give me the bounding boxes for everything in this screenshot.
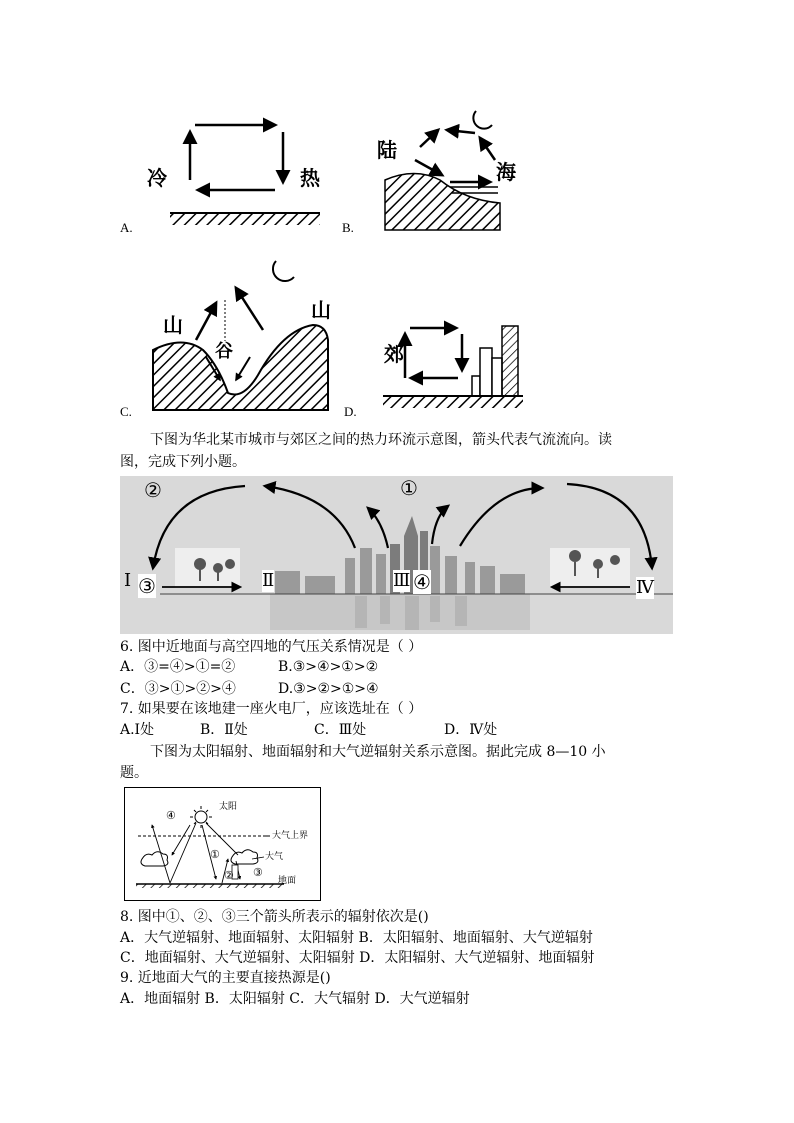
rad-label-atmosphere: 大气 [265,852,284,862]
label-mountain-right: 山 [311,298,331,322]
q6-option-d: D.③>②>①>④ [278,681,379,697]
q7-stem: 7. 如果要在该地建一座火电厂，应该选址在（ ） [120,701,423,717]
option-a-label: A. [120,220,133,235]
q7-option-d: D．Ⅳ处 [444,722,498,738]
q9-options: A．地面辐射 B．太阳辐射 C．大气辐射 D．大气逆辐射 [120,991,470,1007]
city-marker-4: ④ [413,570,431,594]
label-hot: 热 [300,166,320,190]
city-marker-3: ③ [138,574,156,598]
label-cold: 冷 [147,166,167,190]
q6-option-c: C．③>①>②>④ [120,681,236,697]
q6-stem: 6. 图中近地面与高空四地的气压关系情况是（ ） [120,639,423,655]
rad-num-3: ③ [253,866,263,879]
option-d-label: D. [344,404,357,419]
option-b-label: B. [342,220,354,235]
city-marker-1: ① [400,476,418,500]
diagram-urban-heat-circulation [120,476,673,634]
rad-num-1: ① [210,848,220,861]
intro-rad-line1: 下图为太阳辐射、地面辐射和大气逆辐射关系示意图。据此完成 8—10 小 [150,744,606,760]
location-iii: Ⅲ [393,570,411,591]
intro-city-line1: 下图为华北某市城市与郊区之间的热力环流示意图，箭头代表气流流向。读 [150,432,612,448]
q7-option-c: C．Ⅲ处 [314,722,367,738]
q7-option-b: B．Ⅱ处 [200,722,248,738]
rad-num-2: ② [224,869,234,882]
label-mountain-left: 山 [163,313,183,337]
q7-option-a: A.Ⅰ处 [120,722,155,738]
rad-label-sun: 太阳 [219,802,238,812]
intro-city-line2: 图，完成下列小题。 [120,454,246,470]
location-iv: Ⅳ [636,577,654,598]
label-valley: 谷 [215,341,233,362]
q8-options-row2: C．地面辐射、大气逆辐射、太阳辐射 D．太阳辐射、大气逆辐射、地面辐射 [120,950,595,966]
q6-option-a: A．③=④>①=② [120,659,236,675]
q9-stem: 9. 近地面大气的主要直接热源是() [120,970,331,986]
q6-option-b: B.③>④>①>② [278,659,379,675]
option-c-label: C. [120,404,132,419]
location-ii: Ⅱ [262,570,275,591]
rad-label-upper-atmosphere: 大气上界 [272,831,309,841]
label-sea: 海 [496,160,516,184]
rad-label-ground: 地面 [278,876,297,886]
city-marker-2: ② [144,478,162,502]
rad-num-4: ④ [166,809,176,822]
label-land: 陆 [377,138,397,162]
q8-options-row1: A．大气逆辐射、地面辐射、太阳辐射 B．太阳辐射、地面辐射、大气逆辐射 [120,930,593,946]
label-suburb: 郊 [384,342,404,366]
q8-stem: 8. 图中①、②、③三个箭头所表示的辐射依次是() [120,909,429,925]
location-i: Ⅰ [124,570,132,591]
intro-rad-line2: 题。 [120,765,148,781]
